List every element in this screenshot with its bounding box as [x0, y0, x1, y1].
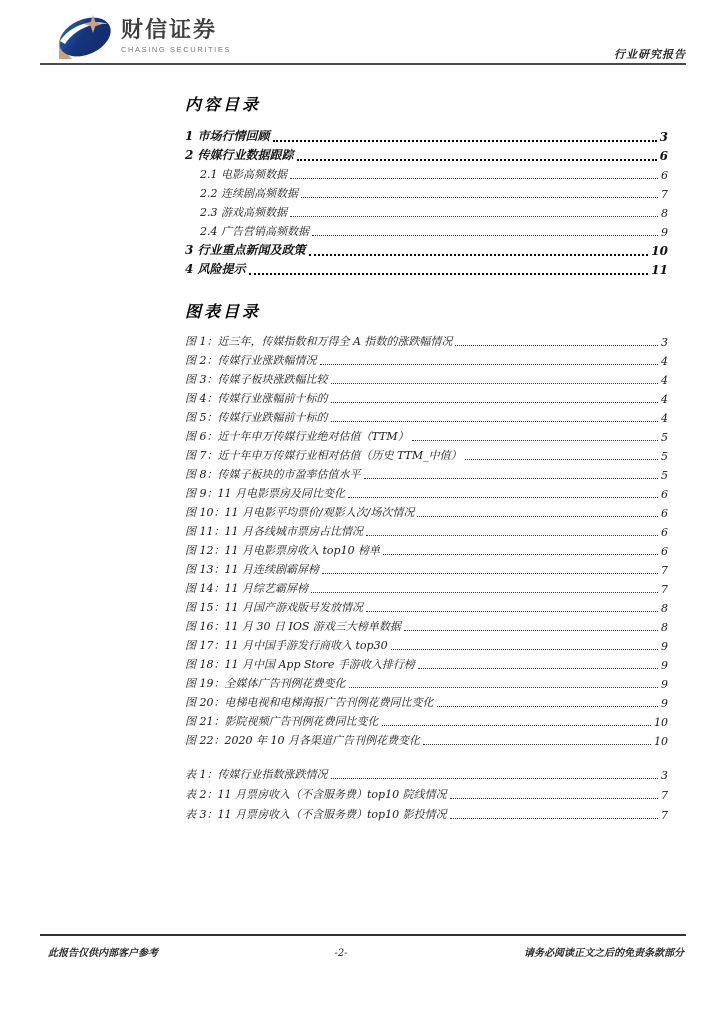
- entry-page-number: 6: [661, 507, 668, 520]
- entry-label: 图 11：11 月各线城市票房占比情况: [185, 525, 363, 538]
- entry-label: 图 13：11 月连续剧霸屏榜: [185, 563, 319, 576]
- leader-dots: [322, 573, 658, 574]
- page-header: [40, 12, 686, 64]
- entry-label: 图 19：全媒体广告刊例花费变化: [185, 677, 346, 690]
- entry-page-number: 5: [661, 450, 668, 463]
- leader-dots: [311, 592, 658, 593]
- entry-label: 图 15：11 月国产游戏版号发放情况: [185, 601, 363, 614]
- figure-entry: [185, 387, 668, 406]
- entry-label: 图 2：传媒行业涨跌幅情况: [185, 354, 317, 367]
- header-divider: [40, 63, 686, 65]
- entry-label: 图 17：11 月中国手游发行商收入 top30: [185, 639, 388, 652]
- logo-company-name-en: CHASING SECURITIES: [121, 45, 232, 54]
- leader-dots: [366, 535, 658, 536]
- entry-page-number: 6: [661, 526, 668, 539]
- chasing-securities-logo-icon: [55, 14, 113, 62]
- leader-dots: [309, 254, 649, 256]
- leader-dots: [331, 778, 659, 779]
- entry-page-number: 3: [661, 769, 668, 782]
- report-type-label: 行业研究报告: [614, 48, 686, 61]
- entry-page-number: 4: [661, 374, 668, 387]
- entry-page-number: 9: [661, 678, 668, 691]
- figure-entry: [185, 482, 668, 501]
- company-logo: [55, 14, 231, 62]
- entry-label: 图 14：11 月综艺霸屏榜: [185, 582, 308, 595]
- leader-dots: [465, 459, 658, 460]
- toc-list: [185, 125, 668, 277]
- entry-label: 图 20：电梯电视和电梯海报广告刊例花费同比变化: [185, 696, 434, 709]
- toc-entry: [185, 239, 668, 258]
- entry-label: 图 7：近十年申万传媒行业相对估值（历史 TTM_中值）: [185, 449, 462, 462]
- leader-dots: [348, 497, 658, 498]
- leader-dots: [312, 235, 658, 236]
- leader-dots: [331, 383, 659, 384]
- table-list: [185, 762, 668, 822]
- entry-label: 图 10：11 月电影平均票价/观影人次/场次情况: [185, 506, 415, 519]
- figure-entry: [185, 425, 668, 444]
- entry-page-number: 6: [659, 149, 668, 163]
- figure-entry: [185, 501, 668, 520]
- page-footer: [48, 944, 684, 959]
- entry-page-number: 7: [661, 564, 668, 577]
- leader-dots: [423, 744, 651, 745]
- table-entry: [185, 802, 668, 822]
- entry-label: 2.3 游戏高频数据: [200, 206, 287, 219]
- leader-dots: [450, 798, 658, 799]
- entry-label: 图 18：11 月中国 App Store 手游收入排行榜: [185, 658, 415, 671]
- leader-dots: [391, 649, 658, 650]
- toc-entry: [185, 220, 668, 239]
- toc-title: 内容目录: [185, 95, 262, 114]
- toc-entry: [185, 258, 668, 277]
- leader-dots: [290, 216, 658, 217]
- figure-entry: [185, 368, 668, 387]
- leader-dots: [437, 706, 659, 707]
- leader-dots: [301, 197, 658, 198]
- entry-label: 表 2：11 月票房收入（不含服务费）top10 院线情况: [185, 788, 447, 801]
- toc-entry: [185, 182, 668, 201]
- entry-label: 1 市场行情回顾: [185, 129, 270, 143]
- entry-label: 2 传媒行业数据跟踪: [185, 148, 294, 162]
- toc-entry: [185, 125, 668, 144]
- entry-page-number: 3: [661, 336, 668, 349]
- entry-page-number: 8: [661, 207, 668, 220]
- entry-page-number: 10: [654, 735, 668, 748]
- entry-page-number: 7: [661, 583, 668, 596]
- entry-page-number: 7: [661, 789, 668, 802]
- entry-page-number: 9: [661, 640, 668, 653]
- entry-page-number: 6: [661, 488, 668, 501]
- entry-page-number: 9: [661, 659, 668, 672]
- leader-dots: [455, 345, 658, 346]
- leader-dots: [290, 178, 658, 179]
- figure-entry: [185, 349, 668, 368]
- figure-entry: [185, 406, 668, 425]
- entry-page-number: 7: [661, 188, 668, 201]
- toc-entry: [185, 144, 668, 163]
- leader-dots: [417, 516, 658, 517]
- figures-title: 图表目录: [185, 302, 262, 321]
- entry-page-number: 5: [661, 431, 668, 444]
- entry-label: 图 8：传媒子板块的市盈率估值水平: [185, 468, 361, 481]
- entry-label: 表 1：传媒行业指数涨跌情况: [185, 768, 328, 781]
- figure-entry: [185, 558, 668, 577]
- entry-page-number: 9: [661, 226, 668, 239]
- leader-dots: [364, 478, 659, 479]
- figure-entry: [185, 577, 668, 596]
- figure-entry: [185, 729, 668, 748]
- leader-dots: [331, 402, 659, 403]
- entry-page-number: 10: [654, 716, 668, 729]
- leader-dots: [297, 159, 657, 161]
- entry-page-number: 4: [661, 355, 668, 368]
- entry-label: 2.1 电影高频数据: [200, 168, 287, 181]
- figure-entry: [185, 634, 668, 653]
- entry-page-number: 5: [661, 469, 668, 482]
- toc-entry: [185, 163, 668, 182]
- leader-dots: [450, 818, 658, 819]
- entry-page-number: 8: [661, 621, 668, 634]
- footer-disclaimer-right: 请务必阅读正文之后的免责条款部分: [524, 948, 684, 959]
- entry-label: 表 3：11 月票房收入（不含服务费）top10 影投情况: [185, 808, 447, 821]
- table-entry: [185, 762, 668, 782]
- figure-entry: [185, 539, 668, 558]
- leader-dots: [349, 687, 659, 688]
- content-column: [185, 96, 668, 822]
- entry-page-number: 9: [661, 697, 668, 710]
- entry-page-number: 7: [661, 809, 668, 822]
- entry-label: 图 12：11 月电影票房收入 top10 榜单: [185, 544, 381, 557]
- entry-page-number: 4: [661, 393, 668, 406]
- entry-page-number: 6: [661, 545, 668, 558]
- entry-label: 图 6：近十年申万传媒行业绝对估值（TTM）: [185, 430, 409, 443]
- leader-dots: [383, 554, 658, 555]
- figure-entry: [185, 615, 668, 634]
- footer-disclaimer-left: 此报告仅供内部客户参考: [48, 948, 158, 959]
- figure-entry: [185, 710, 668, 729]
- logo-text-block: [121, 14, 231, 54]
- figure-entry: [185, 691, 668, 710]
- leader-dots: [320, 364, 659, 365]
- entry-page-number: 6: [661, 169, 668, 182]
- entry-page-number: 11: [651, 263, 668, 277]
- figure-entry: [185, 520, 668, 539]
- leader-dots: [418, 668, 658, 669]
- logo-company-name-cn: 财信证券: [121, 17, 218, 42]
- figure-list: [185, 330, 668, 748]
- leader-dots: [273, 140, 657, 142]
- table-entry: [185, 782, 668, 802]
- entry-label: 3 行业重点新闻及政策: [185, 243, 306, 257]
- figure-entry: [185, 444, 668, 463]
- leader-dots: [331, 421, 659, 422]
- entry-page-number: 3: [659, 130, 668, 144]
- entry-label: 4 风险提示: [185, 262, 246, 276]
- entry-label: 图 16：11 月 30 日 IOS 游戏三大榜单数据: [185, 620, 401, 633]
- figure-entry: [185, 672, 668, 691]
- leader-dots: [366, 611, 658, 612]
- figure-entry: [185, 596, 668, 615]
- toc-entry: [185, 201, 668, 220]
- figure-entry: [185, 463, 668, 482]
- entry-label: 2.2 连续剧高频数据: [200, 187, 298, 200]
- leader-dots: [412, 440, 658, 441]
- entry-label: 2.4 广告营销高频数据: [200, 225, 309, 238]
- leader-dots: [382, 725, 652, 726]
- leader-dots: [404, 630, 658, 631]
- footer-page-number: -2-: [334, 948, 348, 959]
- entry-label: 图 9：11 月电影票房及同比变化: [185, 487, 345, 500]
- figure-entry: [185, 653, 668, 672]
- entry-page-number: 10: [651, 244, 668, 258]
- entry-page-number: 4: [661, 412, 668, 425]
- entry-label: 图 21：影院视频广告刊例花费同比变化: [185, 715, 379, 728]
- entry-page-number: 8: [661, 602, 668, 615]
- entry-label: 图 3：传媒子板块涨跌幅比较: [185, 373, 328, 386]
- entry-label: 图 1：近三年，传媒指数和万得全 A 指数的涨跌幅情况: [185, 335, 453, 348]
- entry-label: 图 22：2020 年 10 月各渠道广告刊例花费变化: [185, 734, 420, 747]
- leader-dots: [249, 273, 649, 275]
- figure-entry: [185, 330, 668, 349]
- footer-divider: [40, 934, 686, 936]
- entry-label: 图 5：传媒行业跌幅前十标的: [185, 411, 328, 424]
- entry-label: 图 4：传媒行业涨幅前十标的: [185, 392, 328, 405]
